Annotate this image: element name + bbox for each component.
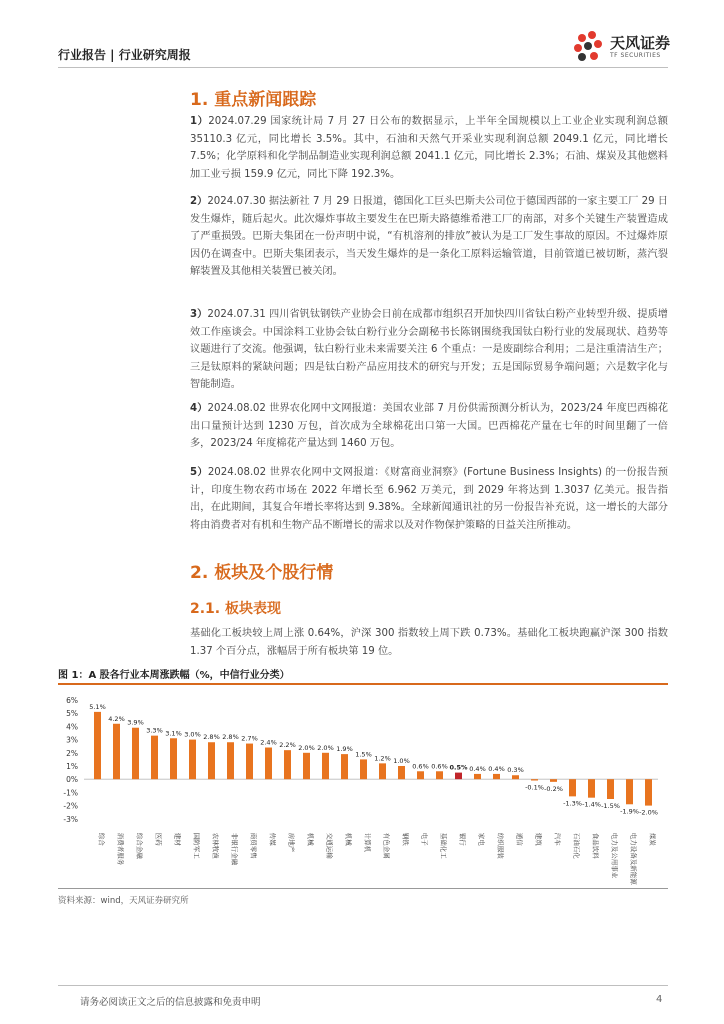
x-tick-label: 建材 (173, 832, 182, 846)
bar-19 (436, 771, 443, 779)
x-tick-label: 商贸零售 (249, 832, 258, 859)
bar-data-label: 2.0% (317, 743, 334, 752)
bar-data-label: 0.3% (507, 766, 524, 775)
bar-15 (360, 759, 367, 779)
bar-data-label: 3.1% (165, 729, 182, 738)
bar-1 (94, 712, 101, 779)
bar-9 (246, 744, 253, 780)
bar-30 (645, 779, 652, 805)
x-tick-label: 银行 (458, 832, 467, 846)
bar-18 (417, 771, 424, 779)
section21-paragraph: 基础化工板块较上周上涨 0.64%，沪深 300 指数较上周下跌 0.73%。基础化工板块跑赢沪深 300 指数 1.37 个百分点，涨幅居于所有板块第 19 位。 (190, 628, 668, 657)
x-tick-label: 钢铁 (401, 832, 410, 846)
x-tick-label: 医药 (154, 832, 163, 846)
y-tick-label: 1% (66, 762, 78, 771)
x-tick-label: 计算机 (363, 832, 372, 853)
section21-heading: 2.1. 板块表现 (190, 601, 281, 617)
logo-flower-icon (570, 28, 608, 66)
bar-27 (588, 779, 595, 797)
bar-data-label: 2.8% (222, 733, 239, 742)
x-tick-label: 汽车 (553, 832, 562, 846)
news-num: 4） (190, 403, 208, 414)
y-tick-label: 2% (66, 748, 78, 758)
bar-16 (379, 763, 386, 779)
bar-10 (265, 748, 272, 780)
figure-bottom-rule (58, 888, 668, 889)
y-tick-label: -3% (63, 814, 78, 824)
logo-cn-text: 天风证券 (610, 34, 671, 52)
footer-divider (58, 985, 668, 986)
section2-heading: 2. 板块及个股行情 (190, 563, 334, 583)
bar-20 (455, 773, 462, 780)
x-tick-label: 国防军工 (192, 832, 201, 859)
y-tick-label: 4% (66, 722, 78, 732)
x-tick-label: 食品饮料 (591, 832, 600, 859)
x-tick-label: 电力及公用事业 (610, 832, 619, 879)
x-tick-label: 非银行金融 (230, 832, 239, 866)
bar-11 (284, 750, 291, 779)
bar-data-label: 0.6% (431, 762, 448, 771)
news-text: 2024.08.02 世界农化网中文网报道：《财富商业洞察》(Fortune Business Insights) 的一份报告预计，印度生物农药市场在 2022 年增长至 6.962 万美元，到 2029 年将达到 1.3037 亿美元。报告指出，在此期间，其复合年增长率将达到 9.38%。全球新闻通讯社的另一份报告补充说，这一增长的大部分将由消费者对有机和生物产品不断增长的需求以及对作物保护策略的日益关注所推动。 (190, 467, 668, 531)
x-tick-label: 房地产 (287, 832, 296, 853)
news-num: 2） (190, 196, 208, 207)
bar-2 (113, 724, 120, 779)
x-tick-label: 纺织服装 (496, 832, 505, 859)
y-tick-label: 0% (66, 775, 78, 785)
bar-22 (493, 774, 500, 779)
x-tick-label: 电子 (420, 832, 429, 846)
bar-5 (170, 738, 177, 779)
page-number: 4 (656, 994, 663, 1005)
news-item-5 (190, 464, 668, 534)
logo-en-text: TF SECURITIES (610, 52, 661, 59)
header-divider (58, 67, 668, 68)
x-tick-label: 石油石化 (572, 832, 581, 859)
bar-29 (626, 779, 633, 804)
x-tick-label: 交通运输 (325, 832, 334, 859)
x-tick-label: 传媒 (268, 832, 277, 846)
x-tick-label: 基础化工 (439, 832, 448, 859)
bar-data-label: 1.2% (374, 754, 391, 763)
y-tick-label: 5% (66, 709, 78, 719)
bar-17 (398, 766, 405, 779)
bar-data-label: -1.9% (620, 807, 639, 816)
bar-data-label: 0.4% (469, 764, 486, 773)
bar-24 (531, 779, 538, 780)
bar-data-label: 0.5% (449, 763, 468, 772)
bar-8 (227, 742, 234, 779)
x-tick-label: 有色金属 (382, 832, 391, 859)
bar-data-label: -2.0% (639, 808, 658, 817)
bar-data-label: 2.8% (203, 733, 220, 742)
bar-data-label: -1.3% (563, 799, 582, 808)
section1-heading: 1. 重点新闻跟踪 (190, 90, 317, 110)
news-text: 2024.07.30 据法新社 7 月 29 日报道，德国化工巨头巴斯夫公司位于德国西部的一家主要工厂 29 日发生爆炸，随后起火。此次爆炸事故主要发生在巴斯夫路德维希港工厂的南部，对多个关键生产装置造成了严重损毁。巴斯夫集团在一份声明中说，“有机溶剂的排放”被认为是工厂发生事故的原因。不过爆炸原因仍在调查中。巴斯夫集团表示，当天发生爆炸的是一条化工原料运输管道，目前管道已被切断，蒸汽裂解装置及其他相关装置已被关闭。 (190, 196, 668, 277)
company-logo (570, 28, 680, 66)
bar-data-label: 2.0% (298, 743, 315, 752)
bar-data-label: 1.9% (336, 745, 353, 754)
y-tick-label: 3% (66, 735, 78, 745)
bar-12 (303, 753, 310, 779)
x-tick-label: 农林牧渔 (211, 832, 220, 859)
bar-14 (341, 754, 348, 779)
y-tick-label: -2% (63, 801, 78, 811)
news-text: 2024.08.02 世界农化网中文网报道：美国农业部 7 月份供需预测分析认为，2023/24 年度巴西棉花出口量预计达到 1230 万包，首次成为全球棉花出口第一大国。巴西棉花产量在七年的时间里翻了一倍多，2023/24 年度棉花产量达到 1460 万包。 (190, 403, 668, 449)
x-tick-label: 综合金融 (135, 832, 144, 859)
bar-data-label: 3.3% (146, 726, 163, 735)
figure-top-rule (58, 683, 668, 685)
bar-data-label: 0.4% (488, 764, 505, 773)
y-tick-label: -1% (63, 788, 78, 798)
x-tick-label: 电力设备及新能源 (629, 832, 638, 885)
bar-data-label: 1.5% (355, 750, 372, 759)
news-item-4 (190, 400, 668, 453)
news-num: 1） (190, 116, 209, 127)
news-text: 2024.07.29 国家统计局 7 月 27 日公布的数据显示，上半年全国规模以上工业企业实现利润总额 35110.3 亿元，同比增长 3.5%。其中，石油和天然气开采业实现利润总额 2049.1 亿元，同比增长 7.5%；化学原料和化学制品制造业实现利润总额 2041.1 亿元，同比增长 2.3%；石油、煤炭及其他燃料加工业亏损 159.9 亿元，同比下降 192.3%。 (190, 116, 668, 180)
bar-28 (607, 779, 614, 799)
news-item-1 (190, 113, 668, 183)
bar-26 (569, 779, 576, 796)
x-tick-label: 建筑 (534, 832, 543, 846)
bar-25 (550, 779, 557, 782)
bar-data-label: 2.4% (260, 738, 277, 747)
bar-21 (474, 774, 481, 779)
bar-data-label: -0.2% (544, 784, 563, 793)
bar-23 (512, 775, 519, 779)
bar-data-label: 1.0% (393, 757, 410, 765)
bar-data-label: 3.0% (184, 730, 201, 739)
news-text: 2024.07.31 四川省钒钛钢铁产业协会日前在成都市组织召开加快四川省钛白粉产业转型升级、提质增效工作座谈会。中国涂料工业协会钛白粉行业分会副秘书长陈钢围绕我国钛白粉行业的发展现状、趋势等议题进行了交流。他强调，钛白粉行业未来需要关注 6 个重点：一是废副综合利用；二是注重清洁生产；三是钛原料的紧缺问题；四是钛白粉产品应用技术的研究与开发；五是国际贸易争端问题；六是数字化与智能制造。 (190, 309, 668, 390)
bar-7 (208, 742, 215, 779)
bar-6 (189, 740, 196, 780)
x-tick-label: 家电 (477, 832, 486, 846)
bar-data-label: 0.6% (412, 762, 429, 771)
figure-source: 资料来源：wind，天风证券研究所 (58, 896, 189, 906)
news-num: 5） (190, 467, 208, 478)
bar-data-label: 2.7% (241, 734, 258, 743)
x-tick-label: 机械 (344, 832, 353, 846)
x-tick-label: 综合 (97, 832, 106, 846)
x-tick-label: 煤炭 (648, 832, 657, 846)
x-tick-label: 消费者服务 (116, 832, 125, 866)
news-item-2 (190, 193, 668, 281)
bar-data-label: 2.2% (279, 741, 296, 750)
news-num: 3） (190, 309, 208, 320)
bar-13 (322, 753, 329, 779)
y-tick-label: 6% (66, 696, 78, 705)
bar-3 (132, 728, 139, 779)
x-tick-label: 机械 (306, 832, 315, 846)
footer-disclaimer: 请务必阅读正文之后的信息披露和免责申明 (80, 997, 261, 1008)
bar-data-label: 5.1% (89, 702, 106, 711)
bar-data-label: -1.4% (582, 800, 601, 809)
news-item-3 (190, 306, 668, 394)
figure-title: 图 1：A 股各行业本周涨跌幅（%，中信行业分类） (58, 670, 290, 681)
bar-4 (151, 736, 158, 780)
x-axis-labels (98, 833, 658, 886)
industry-bar-chart (58, 686, 668, 886)
bar-data-label: -0.1% (525, 783, 544, 792)
x-tick-label: 通信 (515, 832, 524, 846)
bar-series (94, 712, 652, 806)
header-title: 行业报告 | 行业研究周报 (58, 48, 191, 62)
bar-data-label: 4.2% (108, 714, 125, 723)
bar-data-label: 3.9% (127, 718, 144, 727)
bar-data-label: -1.5% (601, 802, 620, 810)
